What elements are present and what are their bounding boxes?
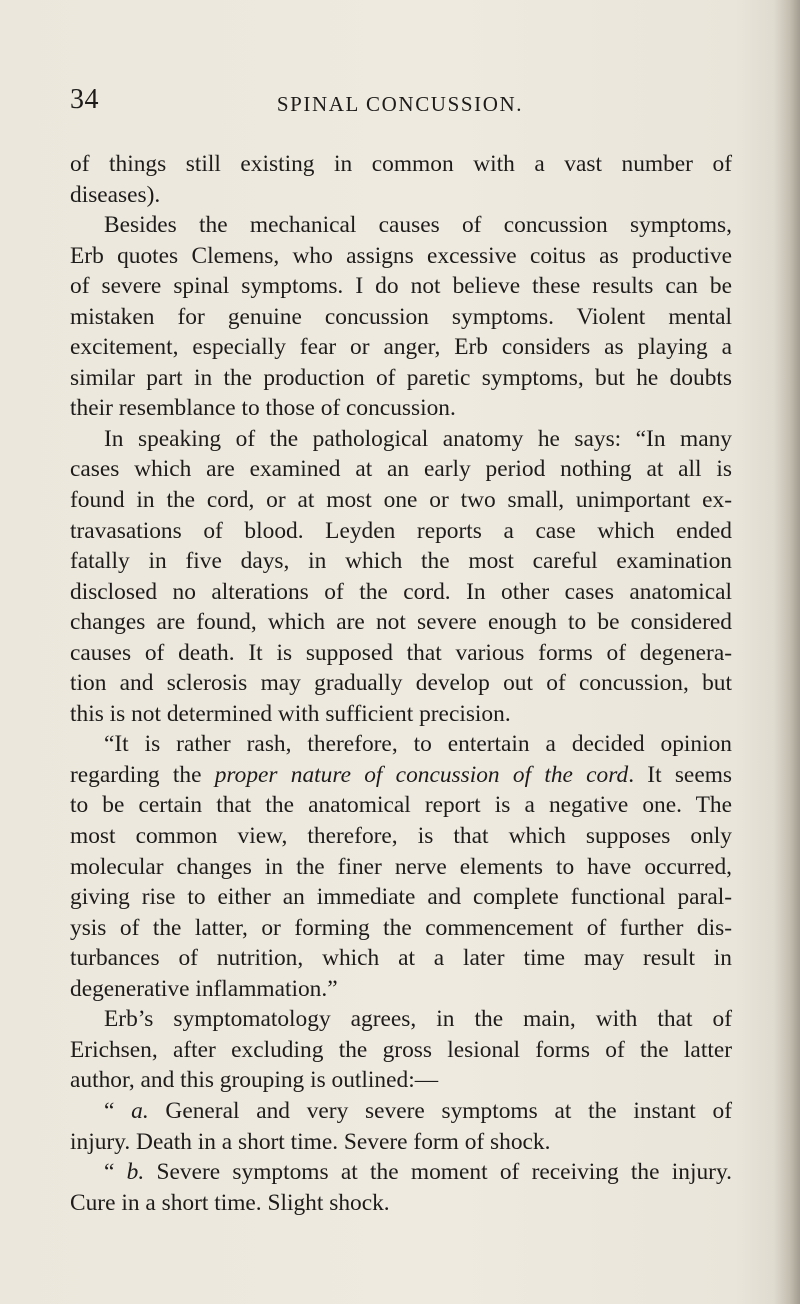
- paragraph-7: [70, 1157, 732, 1218]
- text-line: their resemblance to those of concussion.: [70, 395, 456, 422]
- body-text: [70, 149, 732, 1218]
- text-line: fatally in five days, in which the most careful examination: [70, 548, 732, 575]
- text-line: giving rise to either an immediate and complete functional paral-: [70, 884, 732, 911]
- italic-text: a.: [131, 1097, 149, 1124]
- page-header: [70, 80, 730, 124]
- text-line: cases which are examined at an early period nothing at all is: [70, 456, 732, 483]
- text-line: In speaking of the pathological anatomy he says: “In many: [104, 425, 732, 452]
- text-line: ysis of the latter, or forming the commencement of further dis-: [70, 914, 732, 941]
- italic-text: b.: [126, 1159, 145, 1186]
- text-line: to be certain that the anatomical report is a negative one. The: [70, 792, 732, 819]
- text-line: author, and this grouping is outlined:—: [70, 1067, 439, 1094]
- paragraph-6: [70, 1096, 732, 1157]
- text-line: found in the cord, or at most one or two small, unimportant ex-: [70, 487, 732, 514]
- running-head: SPINAL CONCUSSION.: [276, 92, 524, 116]
- text-line: molecular changes in the finer nerve elements to have occurred,: [70, 853, 732, 880]
- paragraph-2: [70, 210, 732, 424]
- text-line: Erb quotes Clemens, who assigns excessive coitus as productive: [70, 242, 732, 269]
- text-line: “ b. Severe symptoms at the moment of receiving the injury.: [104, 1159, 732, 1186]
- italic-text: proper nature of concussion of the cord: [214, 761, 629, 788]
- text-line: diseases).: [70, 181, 161, 208]
- text-line: turbances of nutrition, which at a later time may result in: [70, 945, 732, 972]
- text-line: of severe spinal symptoms. I do not believe these results can be: [70, 273, 732, 300]
- text-line: “It is rather rash, therefore, to entertain a decided opinion: [104, 731, 732, 758]
- text-line: travasations of blood. Leyden reports a case which ended: [70, 517, 732, 544]
- text-line: causes of death. It is supposed that various forms of degenera-: [70, 639, 732, 666]
- text-line: changes are found, which are not severe enough to be considered: [70, 609, 732, 636]
- text-line: Erb’s symptomatology agrees, in the main, with that of: [104, 1006, 732, 1033]
- text-line: Besides the mechanical causes of concussion symptoms,: [104, 212, 732, 239]
- text-line: most common view, therefore, is that which supposes only: [70, 823, 732, 850]
- text-line: injury. Death in a short time. Severe form of shock.: [70, 1128, 551, 1155]
- text-line: tion and sclerosis may gradually develop out of concussion, but: [70, 670, 732, 697]
- text-line: disclosed no alterations of the cord. In other cases anatomical: [70, 578, 732, 605]
- paragraph-4: [70, 729, 732, 1004]
- paragraph-1: [70, 149, 732, 210]
- text-line: regarding the proper nature of concussion of the cord. It seems: [70, 761, 732, 788]
- text-line: degenerative inflammation.”: [70, 975, 338, 1002]
- text-line: “ a. General and very severe symptoms at the instant of: [104, 1097, 732, 1124]
- text-line: Erichsen, after excluding the gross lesional forms of the latter: [70, 1036, 732, 1063]
- text-line: similar part in the production of paretic symptoms, but he doubts: [70, 364, 732, 391]
- text-line: mistaken for genuine concussion symptoms. Violent mental: [70, 303, 732, 330]
- paragraph-3: [70, 424, 732, 729]
- text-line: excitement, especially fear or anger, Erb considers as playing a: [70, 334, 732, 361]
- text-line: Cure in a short time. Slight shock.: [70, 1189, 390, 1216]
- text-line: of things still existing in common with a vast number of: [70, 151, 732, 177]
- page-number: 34: [70, 84, 99, 115]
- text-line: this is not determined with sufficient precision.: [70, 700, 511, 727]
- paragraph-5: [70, 1004, 732, 1096]
- page-edge-shadow: [774, 0, 800, 1304]
